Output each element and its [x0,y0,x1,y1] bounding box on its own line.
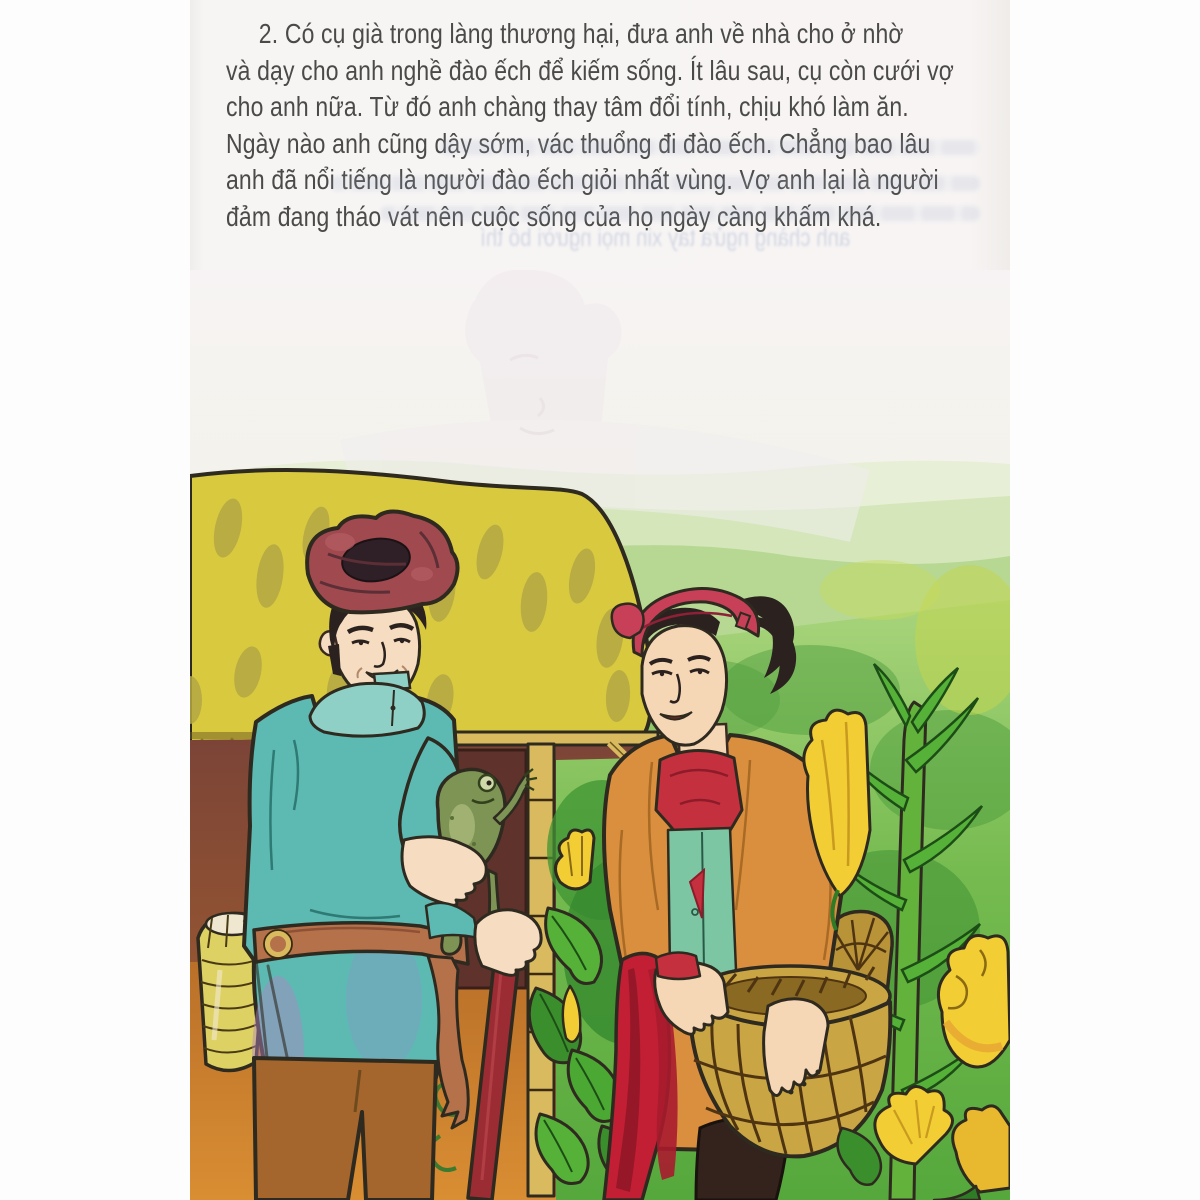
story-text-line: anh đã nổi tiếng là người đào ếch giỏi nhất vùng. Vợ anh lại là người [226,164,939,195]
story-text-line: 2. Có cụ già trong làng thương hại, đưa anh về nhà cho ở nhờ [258,18,904,49]
story-text [226,16,986,235]
story-text-line: cho anh nữa. Từ đó anh chàng thay tâm đổi tính, chịu khó làm ăn. [226,91,909,122]
bleed-through-smudge [380,206,980,221]
story-text-line: Ngày nào anh cũng dậy sớm, vác thuổng đi đào ếch. Chẳng bao lâu [226,127,931,159]
bleed-through-smudge [440,140,980,155]
trousers [254,1058,436,1200]
story-text-line: đảm đang tháo vát nên cuộc sống của họ ngày càng khấm khá. [226,200,882,232]
story-illustration [190,270,1010,1200]
story-text-line: và dạy cho anh nghề đào ếch để kiếm sống. Ít lâu sau, cụ còn cưới vợ [226,54,955,86]
bleed-through-smudge [330,176,980,191]
bleed-through-text: anh chàng ngửa tay xin mọi người bố thí [480,224,851,252]
woman-face [642,626,727,746]
book-page [190,0,1010,1200]
